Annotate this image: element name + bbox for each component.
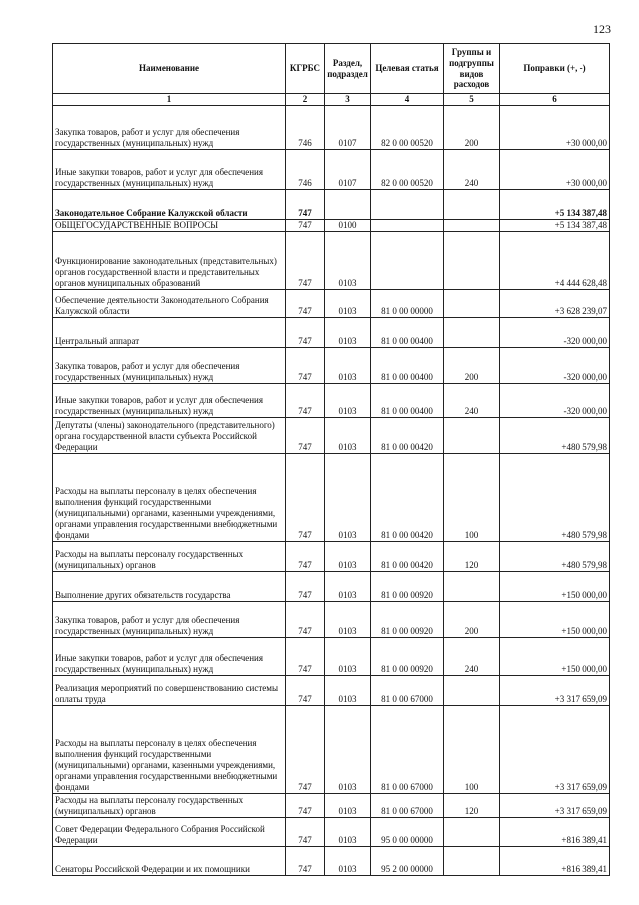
row-section: 0103: [325, 541, 371, 571]
row-kgrbs: 747: [286, 317, 325, 347]
table-body: [53, 105, 610, 875]
row-target: 81 0 00 00400: [371, 317, 444, 347]
row-amount: +150 000,00: [500, 637, 610, 675]
row-kgrbs: 747: [286, 231, 325, 289]
row-name: Иные закупки товаров, работ и услуг для обеспечения государственных (муниципальных) нужд: [53, 149, 286, 189]
row-group: 240: [444, 149, 500, 189]
row-kgrbs: 747: [286, 705, 325, 793]
table-row: [53, 105, 610, 149]
table-row: [53, 675, 610, 705]
row-kgrbs: 747: [286, 383, 325, 417]
row-group: [444, 571, 500, 601]
row-amount: +3 317 659,09: [500, 705, 610, 793]
table-header-row: [53, 44, 610, 94]
row-section: 0103: [325, 453, 371, 541]
row-amount: +3 317 659,09: [500, 793, 610, 817]
row-section: 0107: [325, 105, 371, 149]
row-amount: +5 134 387,48: [500, 189, 610, 219]
row-amount: -320 000,00: [500, 383, 610, 417]
table-row: [53, 289, 610, 317]
column-number: 2: [286, 94, 325, 106]
row-kgrbs: 747: [286, 571, 325, 601]
column-number-row: [53, 94, 610, 106]
row-kgrbs: 747: [286, 541, 325, 571]
row-target: 81 0 00 67000: [371, 705, 444, 793]
row-kgrbs: 747: [286, 637, 325, 675]
row-target: 81 0 00 00920: [371, 601, 444, 637]
row-kgrbs: 747: [286, 793, 325, 817]
row-name: Расходы на выплаты персоналу государственных (муниципальных) органов: [53, 541, 286, 571]
row-group: 200: [444, 601, 500, 637]
row-amount: +4 444 628,48: [500, 231, 610, 289]
row-amount: +3 317 659,09: [500, 675, 610, 705]
row-name: Расходы на выплаты персоналу в целях обеспечения выполнения функций государственными (муниципальными) органами, казенными учреждениями, органами управления государственными внебюджетными фондами: [53, 705, 286, 793]
row-target: [371, 189, 444, 219]
row-group: 200: [444, 347, 500, 383]
row-target: 81 0 00 00420: [371, 541, 444, 571]
table-row: [53, 705, 610, 793]
row-group: 100: [444, 453, 500, 541]
row-group: [444, 817, 500, 846]
row-kgrbs: 747: [286, 675, 325, 705]
column-number: 4: [371, 94, 444, 106]
row-target: 82 0 00 00520: [371, 149, 444, 189]
row-group: [444, 219, 500, 231]
row-name: Расходы на выплаты персоналу государственных (муниципальных) органов: [53, 793, 286, 817]
header-section: Раздел, подраздел: [325, 44, 371, 94]
table-row: [53, 601, 610, 637]
row-section: 0103: [325, 231, 371, 289]
row-group: [444, 231, 500, 289]
row-kgrbs: 747: [286, 453, 325, 541]
row-target: 82 0 00 00520: [371, 105, 444, 149]
row-section: 0103: [325, 289, 371, 317]
row-target: 81 0 00 00920: [371, 637, 444, 675]
table-row: [53, 793, 610, 817]
row-target: 81 0 00 00400: [371, 347, 444, 383]
row-name: Обеспечение деятельности Законодательного Собрания Калужской области: [53, 289, 286, 317]
header-target: Целевая статья: [371, 44, 444, 94]
row-kgrbs: 747: [286, 347, 325, 383]
row-kgrbs: 747: [286, 846, 325, 875]
row-name: Законодательное Собрание Калужской области: [53, 189, 286, 219]
table-row: [53, 383, 610, 417]
row-section: 0100: [325, 219, 371, 231]
row-name: Функционирование законодательных (представительных) органов государственной власти и представительных органов муниципальных образований: [53, 231, 286, 289]
header-amendments: Поправки (+, -): [500, 44, 610, 94]
row-kgrbs: 747: [286, 601, 325, 637]
page-number: 123: [593, 22, 611, 36]
table-row: [53, 571, 610, 601]
row-name: Расходы на выплаты персоналу в целях обеспечения выполнения функций государственными (муниципальными) органами, казенными учреждениями, органами управления государственными внебюджетными фондами: [53, 453, 286, 541]
row-target: 95 0 00 00000: [371, 817, 444, 846]
row-section: 0103: [325, 347, 371, 383]
row-name: Выполнение других обязательств государства: [53, 571, 286, 601]
row-name: Совет Федерации Федерального Собрания Российской Федерации: [53, 817, 286, 846]
table-row: [53, 219, 610, 231]
row-kgrbs: 747: [286, 219, 325, 231]
row-kgrbs: 746: [286, 105, 325, 149]
table-row: [53, 417, 610, 453]
budget-amendments-table: [52, 43, 610, 876]
table-row: [53, 189, 610, 219]
row-amount: +816 389,41: [500, 817, 610, 846]
row-group: [444, 846, 500, 875]
row-group: [444, 289, 500, 317]
row-name: Закупка товаров, работ и услуг для обеспечения государственных (муниципальных) нужд: [53, 105, 286, 149]
header-name: Наименование: [53, 44, 286, 94]
header-kgrbs: КГРБС: [286, 44, 325, 94]
table-row: [53, 149, 610, 189]
row-kgrbs: 746: [286, 149, 325, 189]
row-group: 240: [444, 383, 500, 417]
row-amount: +816 389,41: [500, 846, 610, 875]
table-row: [53, 453, 610, 541]
table-row: [53, 817, 610, 846]
row-target: 81 0 00 67000: [371, 675, 444, 705]
row-name: Иные закупки товаров, работ и услуг для обеспечения государственных (муниципальных) нужд: [53, 637, 286, 675]
row-section: 0103: [325, 817, 371, 846]
header-group: Группы и подгруппы видов расходов: [444, 44, 500, 94]
column-number: 5: [444, 94, 500, 106]
row-amount: +3 628 239,07: [500, 289, 610, 317]
row-amount: +480 579,98: [500, 453, 610, 541]
row-target: 81 0 00 00000: [371, 289, 444, 317]
row-section: 0103: [325, 846, 371, 875]
row-section: 0107: [325, 149, 371, 189]
table-row: [53, 317, 610, 347]
row-section: 0103: [325, 571, 371, 601]
row-group: [444, 189, 500, 219]
table-row: [53, 846, 610, 875]
row-name: Иные закупки товаров, работ и услуг для обеспечения государственных (муниципальных) нужд: [53, 383, 286, 417]
row-target: 81 0 00 00420: [371, 453, 444, 541]
row-target: [371, 231, 444, 289]
row-section: 0103: [325, 601, 371, 637]
row-name: Депутаты (члены) законодательного (представительного) органа государственной власти субъекта Российской Федерации: [53, 417, 286, 453]
row-section: 0103: [325, 637, 371, 675]
row-kgrbs: 747: [286, 817, 325, 846]
row-target: 81 0 00 00420: [371, 417, 444, 453]
row-kgrbs: 747: [286, 189, 325, 219]
row-section: 0103: [325, 417, 371, 453]
row-section: 0103: [325, 793, 371, 817]
column-number: 1: [53, 94, 286, 106]
row-target: 95 2 00 00000: [371, 846, 444, 875]
row-amount: +150 000,00: [500, 601, 610, 637]
row-target: 81 0 00 67000: [371, 793, 444, 817]
table-row: [53, 637, 610, 675]
row-amount: +30 000,00: [500, 105, 610, 149]
table-row: [53, 231, 610, 289]
row-amount: -320 000,00: [500, 317, 610, 347]
row-name: Закупка товаров, работ и услуг для обеспечения государственных (муниципальных) нужд: [53, 601, 286, 637]
row-section: 0103: [325, 675, 371, 705]
row-group: 200: [444, 105, 500, 149]
row-group: 100: [444, 705, 500, 793]
row-section: 0103: [325, 383, 371, 417]
row-section: 0103: [325, 705, 371, 793]
row-amount: -320 000,00: [500, 347, 610, 383]
row-amount: +150 000,00: [500, 571, 610, 601]
row-group: 120: [444, 541, 500, 571]
table-row: [53, 541, 610, 571]
row-name: Центральный аппарат: [53, 317, 286, 347]
row-name: Сенаторы Российской Федерации и их помощники: [53, 846, 286, 875]
row-section: [325, 189, 371, 219]
column-number: 3: [325, 94, 371, 106]
row-amount: +480 579,98: [500, 417, 610, 453]
row-group: [444, 417, 500, 453]
row-amount: +5 134 387,48: [500, 219, 610, 231]
row-kgrbs: 747: [286, 417, 325, 453]
row-target: 81 0 00 00920: [371, 571, 444, 601]
row-name: Реализация мероприятий по совершенствованию системы оплаты труда: [53, 675, 286, 705]
row-name: Закупка товаров, работ и услуг для обеспечения государственных (муниципальных) нужд: [53, 347, 286, 383]
row-amount: +30 000,00: [500, 149, 610, 189]
row-group: 240: [444, 637, 500, 675]
row-name: ОБЩЕГОСУДАРСТВЕННЫЕ ВОПРОСЫ: [53, 219, 286, 231]
row-amount: +480 579,98: [500, 541, 610, 571]
row-group: [444, 317, 500, 347]
column-number: 6: [500, 94, 610, 106]
row-target: 81 0 00 00400: [371, 383, 444, 417]
row-section: 0103: [325, 317, 371, 347]
table-row: [53, 347, 610, 383]
row-kgrbs: 747: [286, 289, 325, 317]
row-group: 120: [444, 793, 500, 817]
row-group: [444, 675, 500, 705]
row-target: [371, 219, 444, 231]
